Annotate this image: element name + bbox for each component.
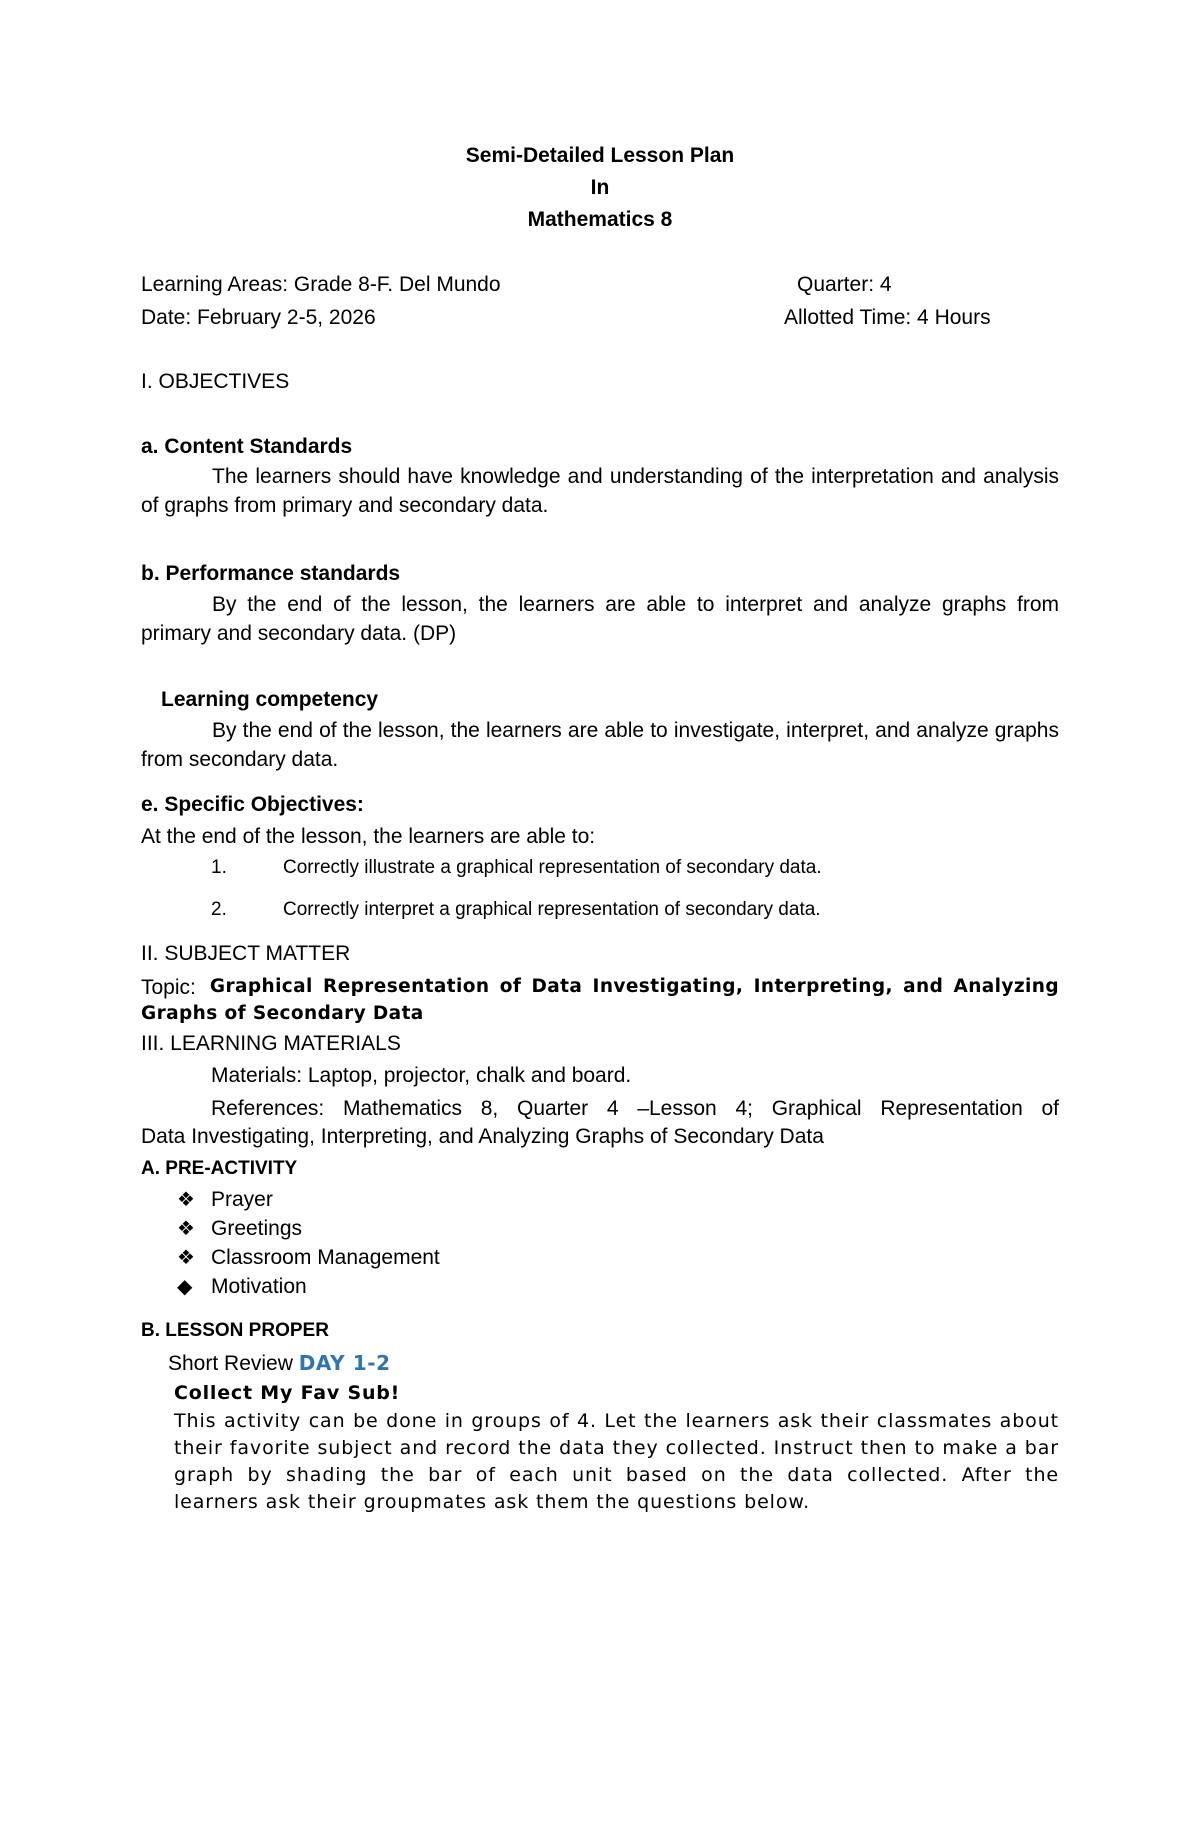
pre-activity-item-greetings <box>177 1216 302 1241</box>
quarter: Quarter: 4 <box>797 273 892 296</box>
content-standards-heading: a. Content Standards <box>141 435 353 458</box>
short-review-line <box>168 1351 391 1376</box>
performance-standards-text: By the end of the lesson, the learners are able to interpret and analyze graphs from primary and secondary data. (DP) <box>141 593 1059 645</box>
objective-item-number: 1. <box>211 857 227 878</box>
objective-item-text: Correctly interpret a graphical representation of secondary data. <box>283 899 821 920</box>
diamond-bullet-icon: ❖ <box>177 1218 195 1240</box>
learning-competency-text: By the end of the lesson, the learners are able to investigate, interpret, and analyze graphs from secondary data. <box>141 719 1059 771</box>
specific-objectives-intro: At the end of the lesson, the learners are able to: <box>141 825 596 848</box>
specific-objectives-heading: e. Specific Objectives: <box>141 793 364 816</box>
solid-diamond-bullet-icon: ◆ <box>177 1276 193 1298</box>
title-line-3: Mathematics 8 <box>527 208 673 231</box>
pre-activity-item-classroom-management <box>177 1245 440 1270</box>
diamond-bullet-icon: ❖ <box>177 1189 195 1211</box>
date: Date: February 2-5, 2026 <box>141 306 376 329</box>
pre-activity-item-text: Greetings <box>211 1217 303 1240</box>
lesson-proper-heading: B. LESSON PROPER <box>141 1320 329 1341</box>
objective-item-1 <box>211 857 822 879</box>
learning-areas: Learning Areas: Grade 8-F. Del Mundo <box>141 273 501 296</box>
objective-item-2 <box>211 899 821 921</box>
objective-item-number: 2. <box>211 899 227 920</box>
pre-activity-item-text: Prayer <box>211 1188 273 1211</box>
pre-activity-heading: A. PRE-ACTIVITY <box>141 1158 298 1179</box>
diamond-bullet-icon: ❖ <box>177 1247 195 1269</box>
title-line-1: Semi-Detailed Lesson Plan <box>465 144 735 167</box>
materials-text: Materials: Laptop, projector, chalk and board. <box>211 1064 632 1087</box>
topic-title: Graphical Representation of Data Investigating, Interpreting, and Analyzing <box>209 976 1059 997</box>
allotted-time: Allotted Time: 4 Hours <box>784 306 991 329</box>
learning-materials-heading: III. LEARNING MATERIALS <box>141 1032 401 1055</box>
topic-title-cont: Graphs of Secondary Data <box>141 1003 424 1024</box>
short-review-label: Short Review <box>168 1352 293 1375</box>
topic-line-1 <box>141 976 1059 1000</box>
topic-label: Topic: <box>141 976 196 999</box>
day-label: DAY 1-2 <box>298 1351 391 1375</box>
objective-item-text: Correctly illustrate a graphical representation of secondary data. <box>283 857 822 878</box>
references-line-1: References: Mathematics 8, Quarter 4 –Lesson 4; Graphical Representation of <box>211 1097 1059 1120</box>
pre-activity-item-text: Motivation <box>211 1275 307 1298</box>
activity-text: This activity can be done in groups of 4. Let the learners ask their classmates about their favorite subject and record the data they collected. Instruct then to make a bar graph by shading the bar of each unit based on the data collected. After the learners ask their groupmates ask them the questions below. <box>174 1410 1059 1513</box>
objectives-heading: I. OBJECTIVES <box>141 370 290 393</box>
pre-activity-item-prayer <box>177 1187 273 1212</box>
performance-standards-heading: b. Performance standards <box>141 562 401 585</box>
activity-title: Collect My Fav Sub! <box>174 1382 401 1404</box>
learning-competency-heading: Learning competency <box>161 688 379 711</box>
subject-matter-heading: II. SUBJECT MATTER <box>141 942 351 965</box>
pre-activity-item-motivation <box>177 1274 307 1299</box>
content-standards-text: The learners should have knowledge and understanding of the interpretation and analysis of graphs from primary and secondary data. <box>141 465 1059 517</box>
references-line-2: Data Investigating, Interpreting, and Analyzing Graphs of Secondary Data <box>141 1125 824 1148</box>
pre-activity-item-text: Classroom Management <box>211 1246 440 1269</box>
title-line-2: In <box>590 176 610 199</box>
